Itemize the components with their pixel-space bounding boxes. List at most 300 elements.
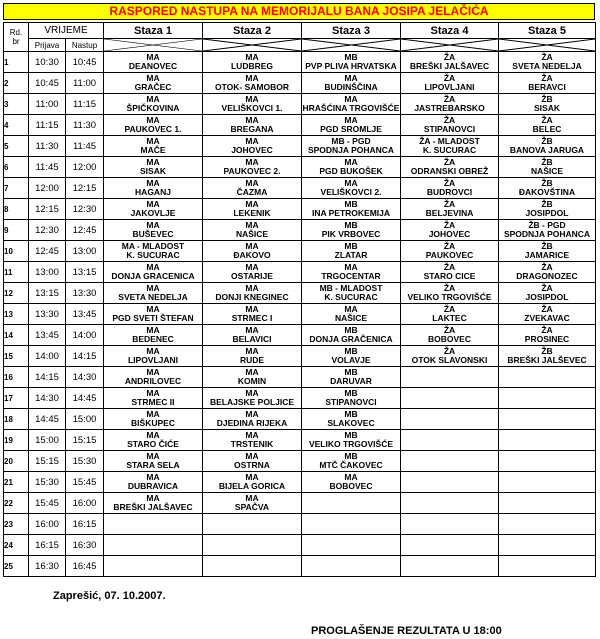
team-category: ŽB xyxy=(541,178,553,188)
team-cell-staza-2 xyxy=(203,388,302,409)
nastup-time: 13:15 xyxy=(66,262,104,283)
team-cell-staza-2 xyxy=(203,430,302,451)
prijava-time: 11:45 xyxy=(29,157,66,178)
team-name: PGD SVETI ŠTEFAN xyxy=(112,313,194,323)
team-cell-staza-5 xyxy=(499,430,596,451)
team-cell-staza-4 xyxy=(401,325,499,346)
team-cell-staza-3 xyxy=(302,199,401,220)
team-category: ŽA xyxy=(443,178,456,188)
team-category: ŽA xyxy=(443,199,456,209)
row-number: 19 xyxy=(4,430,29,451)
team-cell-staza-1 xyxy=(104,325,203,346)
header-row xyxy=(4,23,596,39)
nastup-time: 13:30 xyxy=(66,283,104,304)
team-cell-staza-5 xyxy=(499,157,596,178)
team-cell-staza-5 xyxy=(499,220,596,241)
rd-header-line1: Rd. xyxy=(9,28,23,37)
team-cell-staza-4 xyxy=(401,430,499,451)
table-row xyxy=(4,73,596,94)
nastup-time: 16:15 xyxy=(66,514,104,535)
team-cell-staza-1 xyxy=(104,262,203,283)
row-number: 2 xyxy=(4,73,29,94)
team-name: STARA SELA xyxy=(126,460,180,470)
team-name: DARUVAR xyxy=(330,376,372,386)
team-name: VELIŠKOVCI 2. xyxy=(320,187,382,197)
row-number: 20 xyxy=(4,451,29,472)
team-category: MA xyxy=(245,115,259,125)
prijava-time: 12:30 xyxy=(29,220,66,241)
team-category: MB xyxy=(344,241,358,251)
team-category: MA xyxy=(146,115,160,125)
team-category: ŽA xyxy=(443,94,456,104)
row-number: 6 xyxy=(4,157,29,178)
team-category: ŽA xyxy=(443,325,456,335)
crossed-cell xyxy=(401,39,499,52)
team-category: MA xyxy=(344,262,358,272)
team-cell-staza-5 xyxy=(499,493,596,514)
team-name: JOHOVEC xyxy=(428,229,471,239)
team-category: ŽA xyxy=(541,304,553,314)
team-name: LIPOVLJANI xyxy=(424,82,475,92)
team-cell-staza-2 xyxy=(203,94,302,115)
team-cell-staza-4 xyxy=(401,73,499,94)
table-row xyxy=(4,388,596,409)
team-name: ZVEKAVAC xyxy=(524,313,570,323)
prijava-time: 10:45 xyxy=(29,73,66,94)
team-category: ŽA xyxy=(443,115,456,125)
team-name: DONJA GRACENICA xyxy=(111,271,195,281)
team-cell-staza-3 xyxy=(302,220,401,241)
row-number: 8 xyxy=(4,199,29,220)
team-name: BREŠKI JALŠAVEC xyxy=(113,502,193,512)
team-cell-staza-1 xyxy=(104,388,203,409)
row-number: 24 xyxy=(4,535,29,556)
team-cell-staza-3 xyxy=(302,115,401,136)
team-cell-staza-3 xyxy=(302,367,401,388)
team-category: MB xyxy=(344,346,358,356)
team-category: MA xyxy=(146,493,160,503)
team-cell-staza-3 xyxy=(302,430,401,451)
team-cell-staza-3 xyxy=(302,556,401,577)
team-cell-staza-5 xyxy=(499,52,596,73)
crossed-cell xyxy=(302,39,401,52)
nastup-time: 11:00 xyxy=(66,73,104,94)
team-cell-staza-2 xyxy=(203,514,302,535)
team-category: MA xyxy=(146,304,160,314)
team-category: MA xyxy=(245,94,259,104)
row-number: 22 xyxy=(4,493,29,514)
team-cell-staza-5 xyxy=(499,325,596,346)
team-cell-staza-4 xyxy=(401,514,499,535)
team-cell-staza-4 xyxy=(401,367,499,388)
table-row xyxy=(4,220,596,241)
nastup-header: Nastup xyxy=(66,39,104,52)
row-number: 18 xyxy=(4,409,29,430)
team-cell-staza-4 xyxy=(401,115,499,136)
team-category: MA xyxy=(146,388,160,398)
table-row xyxy=(4,94,596,115)
team-cell-staza-1 xyxy=(104,493,203,514)
team-cell-staza-5 xyxy=(499,178,596,199)
team-category: ŽB xyxy=(541,136,553,146)
row-number: 1 xyxy=(4,52,29,73)
prijava-time: 12:15 xyxy=(29,199,66,220)
team-cell-staza-1 xyxy=(104,178,203,199)
team-name: BREŠKI JALŠAVEC xyxy=(409,61,490,71)
team-cell-staza-1 xyxy=(104,535,203,556)
team-name: LIPOVLJANI xyxy=(127,355,179,365)
team-cell-staza-2 xyxy=(203,241,302,262)
team-cell-staza-3 xyxy=(302,241,401,262)
team-name: PAUKOVEC 2. xyxy=(223,166,281,176)
team-category: MA xyxy=(146,367,160,377)
team-category: MA xyxy=(245,262,259,272)
row-number: 11 xyxy=(4,262,29,283)
prijava-header: Prijava xyxy=(29,39,66,52)
team-cell-staza-3 xyxy=(302,73,401,94)
table-row xyxy=(4,283,596,304)
team-category: MA xyxy=(146,262,160,272)
team-name: VOLAVJE xyxy=(331,355,371,365)
nastup-time: 12:45 xyxy=(66,220,104,241)
team-cell-staza-5 xyxy=(499,199,596,220)
team-name: SPODNJA POHANCA xyxy=(503,229,591,239)
team-cell-staza-5 xyxy=(499,283,596,304)
br-header-line2: br xyxy=(12,37,20,46)
team-name: PROSINEC xyxy=(524,334,570,344)
row-number: 4 xyxy=(4,115,29,136)
nastup-time: 13:45 xyxy=(66,304,104,325)
team-cell-staza-3 xyxy=(302,283,401,304)
staza-1-header: Staza 1 xyxy=(104,23,203,39)
prijava-time: 14:45 xyxy=(29,409,66,430)
team-cell-staza-2 xyxy=(203,220,302,241)
prijava-time: 13:30 xyxy=(29,304,66,325)
team-category: ŽA xyxy=(541,325,553,335)
team-name: STIPANOVCI xyxy=(325,397,377,407)
team-cell-staza-5 xyxy=(499,367,596,388)
team-cell-staza-5 xyxy=(499,556,596,577)
team-category: ŽA xyxy=(541,52,553,62)
row-number: 13 xyxy=(4,304,29,325)
team-category: MA xyxy=(146,451,160,461)
prijava-time: 16:00 xyxy=(29,514,66,535)
schedule-table xyxy=(3,22,596,577)
team-cell-staza-4 xyxy=(401,178,499,199)
team-cell-staza-1 xyxy=(104,157,203,178)
nastup-time: 11:45 xyxy=(66,136,104,157)
row-number: 23 xyxy=(4,514,29,535)
table-row xyxy=(4,304,596,325)
nastup-time: 10:45 xyxy=(66,52,104,73)
nastup-time: 16:00 xyxy=(66,493,104,514)
team-category: MA xyxy=(344,472,358,482)
team-cell-staza-1 xyxy=(104,304,203,325)
team-category: MA xyxy=(146,472,160,482)
team-category: MA xyxy=(146,430,160,440)
team-cell-staza-4 xyxy=(401,535,499,556)
team-cell-staza-5 xyxy=(499,409,596,430)
row-number: 3 xyxy=(4,94,29,115)
team-name: BANOVA JARUGA xyxy=(509,145,585,155)
table-row xyxy=(4,325,596,346)
team-cell-staza-5 xyxy=(499,136,596,157)
team-name: K. SUCURAC xyxy=(126,250,180,260)
team-name: BUDINŠČINA xyxy=(324,82,378,92)
team-cell-staza-1 xyxy=(104,52,203,73)
team-name: K. SUCURAC xyxy=(422,145,477,155)
table-row xyxy=(4,136,596,157)
team-category: MB xyxy=(344,451,358,461)
nastup-time: 12:30 xyxy=(66,199,104,220)
team-name: STRMEC I xyxy=(231,313,273,323)
row-number: 25 xyxy=(4,556,29,577)
team-category: MA xyxy=(245,73,259,83)
team-name: OSTRNA xyxy=(234,460,270,470)
team-name: BIŠKUPEC xyxy=(131,418,175,428)
team-cell-staza-2 xyxy=(203,472,302,493)
team-cell-staza-5 xyxy=(499,115,596,136)
nastup-time: 12:15 xyxy=(66,178,104,199)
team-cell-staza-4 xyxy=(401,52,499,73)
team-name: NAŠICE xyxy=(235,229,269,239)
team-cell-staza-1 xyxy=(104,199,203,220)
team-name: SVETA NEDELJA xyxy=(512,61,582,71)
team-name: PVP PLIVA HRVATSKA xyxy=(305,61,397,71)
team-category: MA xyxy=(245,472,259,482)
team-category: MA xyxy=(245,178,259,188)
prijava-time: 12:45 xyxy=(29,241,66,262)
nastup-time: 14:00 xyxy=(66,325,104,346)
team-category: MA xyxy=(146,325,160,335)
team-category: MA xyxy=(245,388,259,398)
team-category: MA xyxy=(245,199,259,209)
prijava-time: 12:00 xyxy=(29,178,66,199)
table-row xyxy=(4,556,596,577)
results-announcement: PROGLAŠENJE REZULTATA U 18:00 xyxy=(311,625,502,637)
team-cell-staza-3 xyxy=(302,472,401,493)
team-name: STIPANOVCI xyxy=(423,124,476,134)
prijava-time: 14:30 xyxy=(29,388,66,409)
team-category: ŽA xyxy=(443,262,456,272)
prijava-time: 13:15 xyxy=(29,283,66,304)
row-number: 21 xyxy=(4,472,29,493)
team-category: MA xyxy=(344,115,358,125)
team-name: JAKOVLJE xyxy=(130,208,176,218)
team-cell-staza-2 xyxy=(203,304,302,325)
team-category: ŽA xyxy=(443,241,456,251)
prijava-time: 16:15 xyxy=(29,535,66,556)
team-name: DONJI KNEGINEC xyxy=(215,292,289,302)
team-category: MA xyxy=(245,430,259,440)
team-category: MA xyxy=(245,325,259,335)
team-category: MB - PGD xyxy=(331,136,371,146)
team-cell-staza-3 xyxy=(302,136,401,157)
team-name: JOSIPDOL xyxy=(525,292,569,302)
team-name: JOHOVEC xyxy=(231,145,273,155)
staza-3-header: Staza 3 xyxy=(302,23,401,39)
team-cell-staza-1 xyxy=(104,94,203,115)
table-row xyxy=(4,514,596,535)
table-row xyxy=(4,409,596,430)
team-name: NAŠICE xyxy=(530,166,564,176)
table-row xyxy=(4,367,596,388)
team-cell-staza-3 xyxy=(302,178,401,199)
team-name: ODRANSKI OBREŽ xyxy=(410,166,489,176)
team-cell-staza-5 xyxy=(499,241,596,262)
prijava-time: 14:00 xyxy=(29,346,66,367)
table-row xyxy=(4,472,596,493)
team-cell-staza-5 xyxy=(499,451,596,472)
team-cell-staza-3 xyxy=(302,325,401,346)
prijava-time: 15:30 xyxy=(29,472,66,493)
prijava-time: 11:00 xyxy=(29,94,66,115)
team-cell-staza-2 xyxy=(203,136,302,157)
schedule-title: RASPORED NASTUPA NA MEMORIJALU BANA JOSIPA JELAČIĆA xyxy=(3,3,595,20)
team-cell-staza-5 xyxy=(499,514,596,535)
team-cell-staza-1 xyxy=(104,409,203,430)
team-name: BELEC xyxy=(532,124,562,134)
team-category: MA xyxy=(146,136,160,146)
team-name: GRAČEC xyxy=(134,82,172,92)
team-cell-staza-3 xyxy=(302,493,401,514)
team-cell-staza-1 xyxy=(104,220,203,241)
row-number: 7 xyxy=(4,178,29,199)
team-cell-staza-3 xyxy=(302,346,401,367)
team-category: MA xyxy=(146,94,160,104)
team-cell-staza-2 xyxy=(203,283,302,304)
team-name: K. SUCURAC xyxy=(324,292,378,302)
team-cell-staza-2 xyxy=(203,115,302,136)
crossed-cell xyxy=(203,39,302,52)
team-cell-staza-1 xyxy=(104,472,203,493)
team-name: LUDBREG xyxy=(230,61,274,71)
team-name: STARO ČIĆE xyxy=(127,439,179,449)
prijava-time: 11:30 xyxy=(29,136,66,157)
team-cell-staza-3 xyxy=(302,535,401,556)
team-category: MA xyxy=(245,409,259,419)
team-cell-staza-2 xyxy=(203,556,302,577)
team-category: MB xyxy=(344,430,358,440)
team-cell-staza-4 xyxy=(401,451,499,472)
team-name: DRAGONOZEC xyxy=(516,271,578,281)
team-cell-staza-2 xyxy=(203,493,302,514)
team-name: ĐAKOVŠTINA xyxy=(518,187,576,197)
team-cell-staza-2 xyxy=(203,451,302,472)
prijava-time: 10:30 xyxy=(29,52,66,73)
team-category: MA - MLADOST xyxy=(121,241,185,251)
table-row xyxy=(4,178,596,199)
row-number: 9 xyxy=(4,220,29,241)
team-category: MB xyxy=(344,199,358,209)
team-name: BIJELA GORICA xyxy=(218,481,286,491)
nastup-time: 11:15 xyxy=(66,94,104,115)
team-cell-staza-5 xyxy=(499,94,596,115)
team-name: SLAKOVEC xyxy=(327,418,375,428)
team-name: JASTREBARSKO xyxy=(414,103,485,113)
team-name: BERAVCI xyxy=(528,82,566,92)
team-category: ŽA xyxy=(541,115,553,125)
nastup-time: 12:00 xyxy=(66,157,104,178)
team-category: ŽA xyxy=(443,157,456,167)
prijava-time: 14:15 xyxy=(29,367,66,388)
team-cell-staza-3 xyxy=(302,94,401,115)
team-cell-staza-4 xyxy=(401,304,499,325)
team-cell-staza-2 xyxy=(203,325,302,346)
team-category: MA xyxy=(245,241,259,251)
team-cell-staza-1 xyxy=(104,241,203,262)
team-name: OTOK SLAVONSKI xyxy=(411,355,488,365)
team-name: ČAZMA xyxy=(236,187,268,197)
team-category: MA xyxy=(245,283,259,293)
team-category: ŽA xyxy=(541,283,553,293)
row-number: 10 xyxy=(4,241,29,262)
team-cell-staza-4 xyxy=(401,220,499,241)
team-name: BUŠEVEC xyxy=(132,229,174,239)
team-name: SVETA NEDELJA xyxy=(118,292,188,302)
team-name: PAUKOVEC xyxy=(425,250,474,260)
nastup-time: 15:30 xyxy=(66,451,104,472)
table-row xyxy=(4,346,596,367)
row-number: 14 xyxy=(4,325,29,346)
team-name: BOBOVEC xyxy=(329,481,373,491)
team-cell-staza-5 xyxy=(499,73,596,94)
team-cell-staza-5 xyxy=(499,346,596,367)
team-category: MA xyxy=(146,157,160,167)
team-category: MA xyxy=(245,52,259,62)
team-name: OTOK- SAMOBOR xyxy=(215,82,289,92)
team-name: BEDENEC xyxy=(132,334,174,344)
team-cell-staza-1 xyxy=(104,346,203,367)
team-category: MA xyxy=(146,220,160,230)
team-cell-staza-3 xyxy=(302,262,401,283)
team-name: VELIKO TRGOVIŠĆE xyxy=(407,292,492,302)
team-name: SISAK xyxy=(140,166,166,176)
team-cell-staza-1 xyxy=(104,283,203,304)
vrijeme-header: VRIJEME xyxy=(29,23,104,39)
team-name: DUBRAVICA xyxy=(127,481,179,491)
team-category: ŽA xyxy=(443,220,456,230)
team-category: ŽA - MLADOST xyxy=(419,136,480,146)
team-cell-staza-3 xyxy=(302,451,401,472)
team-category: MB xyxy=(344,52,358,62)
team-cell-staza-5 xyxy=(499,535,596,556)
team-name: PGD SROMLJE xyxy=(320,124,382,134)
row-number: 17 xyxy=(4,388,29,409)
team-category: ŽB xyxy=(541,241,553,251)
team-category: MB xyxy=(344,388,358,398)
team-name: DEANOVEC xyxy=(128,61,178,71)
team-name: SPODNJA POHANCA xyxy=(307,145,395,155)
team-cell-staza-3 xyxy=(302,409,401,430)
team-name: ANDRILOVEC xyxy=(124,376,182,386)
team-cell-staza-4 xyxy=(401,388,499,409)
team-name: PAUKOVEC 1. xyxy=(124,124,182,134)
team-cell-staza-4 xyxy=(401,283,499,304)
team-name: NAŠICE xyxy=(334,313,368,323)
prijava-time: 13:00 xyxy=(29,262,66,283)
row-number: 5 xyxy=(4,136,29,157)
team-cell-staza-4 xyxy=(401,199,499,220)
team-name: HAGANJ xyxy=(135,187,171,197)
table-row xyxy=(4,157,596,178)
team-cell-staza-1 xyxy=(104,367,203,388)
team-cell-staza-4 xyxy=(401,157,499,178)
table-row xyxy=(4,115,596,136)
team-cell-staza-4 xyxy=(401,493,499,514)
team-cell-staza-3 xyxy=(302,304,401,325)
crossed-cell xyxy=(104,39,203,52)
